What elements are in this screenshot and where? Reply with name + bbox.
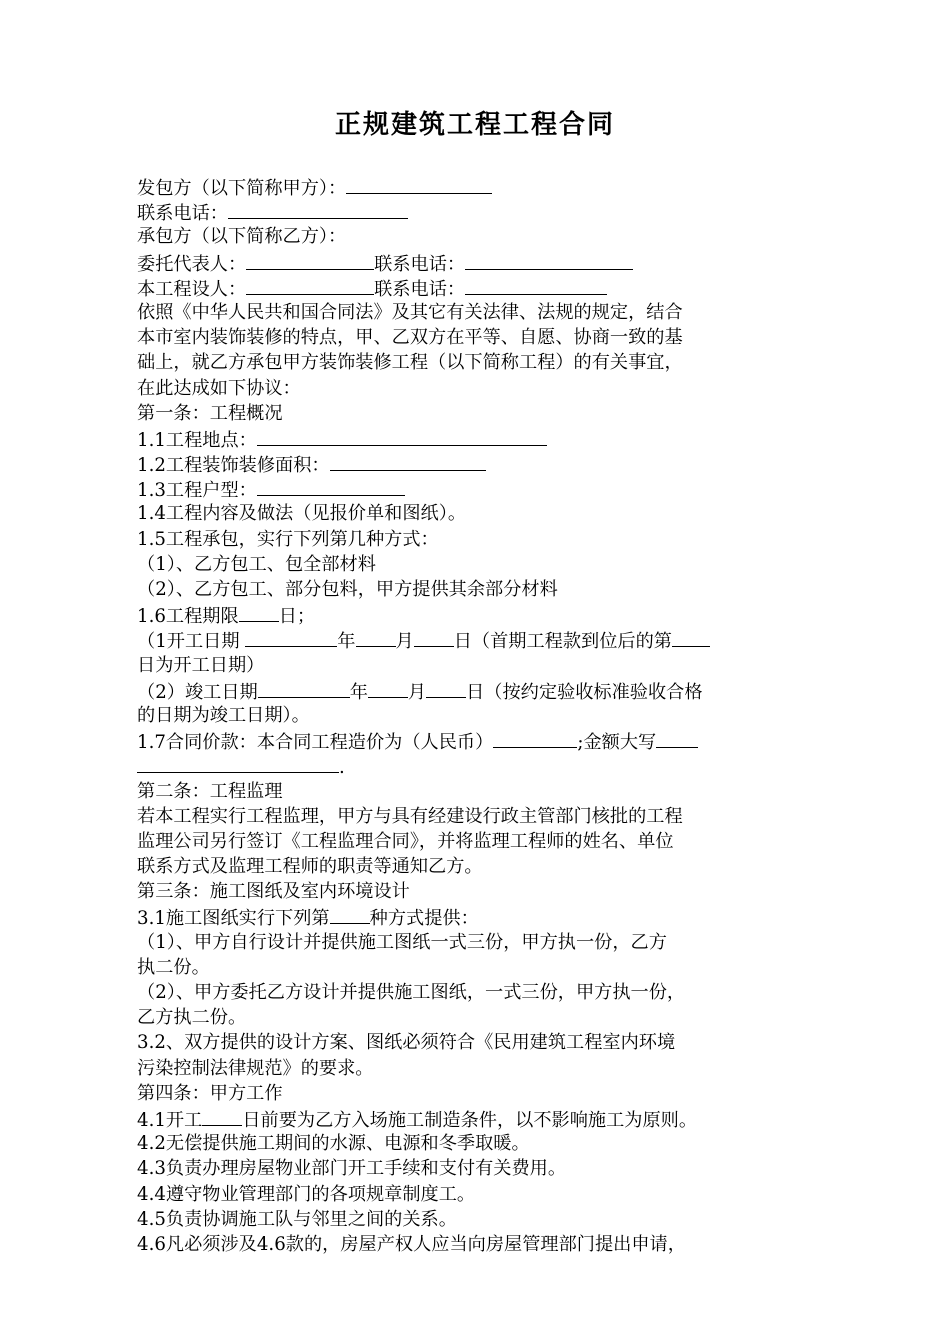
completion-date-continuation: 的日期为竣工日期）。 bbox=[137, 704, 310, 726]
drawing-option-2-cont: 乙方执二份。 bbox=[137, 1007, 247, 1029]
article-2-text: 若本工程实行工程监理，甲方与具有经建设行政主管部门核批的工程 bbox=[137, 805, 683, 827]
preamble-line: 础上，就乙方承包甲方装饰装修工程（以下简称工程）的有关事宜， bbox=[137, 352, 683, 374]
drawing-option-1: （1）、甲方自行设计并提供施工图纸一式三份，甲方执一份，乙方 bbox=[137, 931, 667, 953]
month-label: 月 bbox=[407, 681, 427, 703]
days-before-blank[interactable] bbox=[202, 1106, 242, 1126]
party-b-line bbox=[137, 224, 827, 249]
clause-1-1 bbox=[137, 426, 827, 451]
phone-label: 联系电话： bbox=[137, 203, 228, 225]
completion-day-blank[interactable] bbox=[426, 678, 466, 698]
clause-label: 1.3工程户型： bbox=[137, 480, 257, 502]
phone-label: 联系电话： bbox=[374, 278, 466, 300]
party-b-label: 承包方（以下简称乙方）： bbox=[137, 226, 347, 248]
representative-line bbox=[137, 250, 827, 275]
document-title: 正规建筑工程工程合同 bbox=[334, 110, 615, 140]
amount-words-continuation bbox=[137, 753, 827, 778]
representative-label: 委托代表人： bbox=[137, 253, 247, 275]
clause-label: 种方式提供： bbox=[369, 908, 479, 930]
representative-phone-blank[interactable] bbox=[465, 250, 633, 270]
clause-4-2: 4.2无偿提供施工期间的水源、电源和冬季取暖。 bbox=[137, 1133, 530, 1155]
clause-4-1 bbox=[137, 1106, 827, 1131]
clause-1-6 bbox=[137, 602, 827, 627]
drawing-method-blank[interactable] bbox=[330, 904, 370, 924]
party-a-line bbox=[137, 174, 827, 199]
completion-date-label: （2）竣工日期 bbox=[137, 681, 258, 703]
clause-1-4: 1.4工程内容及做法（见报价单和图纸）。 bbox=[137, 503, 467, 525]
contract-body bbox=[137, 174, 827, 1257]
clause-label: 4.1开工 bbox=[137, 1109, 203, 1131]
clause-label: 1.1工程地点： bbox=[137, 429, 257, 451]
duration-blank[interactable] bbox=[239, 602, 279, 622]
option-2: （2）、乙方包工、部分包料，甲方提供其余部分材料 bbox=[137, 579, 558, 600]
month-label: 月 bbox=[395, 631, 414, 653]
party-a-blank[interactable] bbox=[346, 174, 492, 194]
designer-phone-blank[interactable] bbox=[465, 275, 607, 295]
representative-blank[interactable] bbox=[246, 250, 374, 270]
completion-year-blank[interactable] bbox=[258, 678, 350, 698]
price-blank[interactable] bbox=[493, 728, 577, 748]
amount-words-blank-2[interactable] bbox=[137, 753, 339, 773]
drawing-option-2: （2）、甲方委托乙方设计并提供施工图纸，一式三份，甲方执一份， bbox=[137, 982, 686, 1003]
area-blank[interactable] bbox=[330, 451, 486, 471]
day-label: 日（按约定验收标准验收合格 bbox=[466, 681, 703, 703]
preamble-line: 在此达成如下协议： bbox=[137, 377, 301, 399]
option-1: （1）、乙方包工、包全部材料 bbox=[137, 553, 376, 575]
start-month-blank[interactable] bbox=[356, 627, 396, 647]
layout-blank[interactable] bbox=[257, 476, 405, 496]
price-label: 1.7合同价款：本合同工程造价为（人民币） bbox=[137, 732, 494, 754]
clause-1-3 bbox=[137, 476, 827, 501]
clause-1-2 bbox=[137, 451, 827, 476]
start-offset-blank[interactable] bbox=[672, 627, 710, 647]
amount-words-label: ;金额大写 bbox=[577, 732, 657, 754]
clause-label: 1.2工程装饰装修面积： bbox=[137, 455, 330, 477]
article-2-heading: 第二条：工程监理 bbox=[137, 780, 283, 802]
start-year-blank[interactable] bbox=[245, 627, 337, 647]
article-1-heading: 第一条：工程概况 bbox=[137, 402, 283, 424]
clause-4-3: 4.3负责办理房屋物业部门开工手续和支付有关费用。 bbox=[137, 1158, 567, 1180]
designer-label: 本工程设人： bbox=[137, 278, 247, 300]
start-day-blank[interactable] bbox=[414, 627, 454, 647]
preamble-line: 依照《中华人民共和国合同法》及其它有关法律、法规的规定，结合 bbox=[137, 301, 683, 323]
clause-4-6: 4.6凡必须涉及4.6款的，房屋产权人应当向房屋管理部门提出申请， bbox=[137, 1233, 686, 1255]
party-a-phone-line bbox=[137, 199, 827, 224]
party-a-label: 发包方（以下简称甲方）： bbox=[137, 178, 347, 199]
party-a-phone-blank[interactable] bbox=[228, 199, 408, 219]
clause-3-1 bbox=[137, 904, 827, 929]
period-mark: . bbox=[339, 757, 345, 779]
clause-1-7 bbox=[137, 728, 827, 753]
article-2-text: 监理公司另行签订《工程监理合同》，并将监理工程师的姓名、单位 bbox=[137, 830, 674, 852]
designer-blank[interactable] bbox=[246, 275, 374, 295]
article-3-heading: 第三条：施工图纸及室内环境设计 bbox=[137, 881, 410, 903]
start-date-continuation: 日为开工日期） bbox=[137, 654, 265, 676]
clause-3-2-cont: 污染控制法律规范》的要求。 bbox=[137, 1057, 374, 1079]
amount-words-blank[interactable] bbox=[656, 728, 698, 748]
drawing-option-1-cont: 执二份。 bbox=[137, 956, 210, 978]
clause-1-5: 1.5工程承包，实行下列第几种方式： bbox=[137, 528, 439, 550]
article-4-heading: 第四条：甲方工作 bbox=[137, 1082, 283, 1104]
start-date-label: （1开工日期 bbox=[137, 631, 246, 653]
location-blank[interactable] bbox=[257, 426, 547, 446]
designer-line bbox=[137, 275, 827, 300]
preamble-line: 本市室内装饰装修的特点，甲、乙双方在平等、自愿、协商一致的基 bbox=[137, 327, 683, 349]
clause-label: 3.1施工图纸实行下列第 bbox=[137, 908, 330, 930]
year-label: 年 bbox=[349, 681, 368, 703]
phone-label: 联系电话： bbox=[374, 253, 466, 275]
clause-label: 日前要为乙方入场施工制造条件，以不影响施工为原则。 bbox=[242, 1109, 698, 1131]
clause-4-5: 4.5负责协调施工队与邻里之间的关系。 bbox=[137, 1208, 457, 1230]
clause-3-2: 3.2、双方提供的设计方案、图纸必须符合《民用建筑工程室内环境 bbox=[137, 1032, 676, 1054]
start-date-line bbox=[137, 627, 827, 652]
article-2-text: 联系方式及监理工程师的职责等通知乙方。 bbox=[137, 856, 483, 878]
clause-label: 日； bbox=[278, 606, 316, 628]
day-label: 日（首期工程款到位后的第 bbox=[453, 631, 672, 653]
clause-label: 1.6工程期限 bbox=[137, 606, 239, 628]
completion-date-line bbox=[137, 678, 827, 703]
year-label: 年 bbox=[337, 631, 356, 653]
completion-month-blank[interactable] bbox=[368, 678, 408, 698]
clause-4-4: 4.4遵守物业管理部门的各项规章制度工。 bbox=[137, 1183, 476, 1205]
